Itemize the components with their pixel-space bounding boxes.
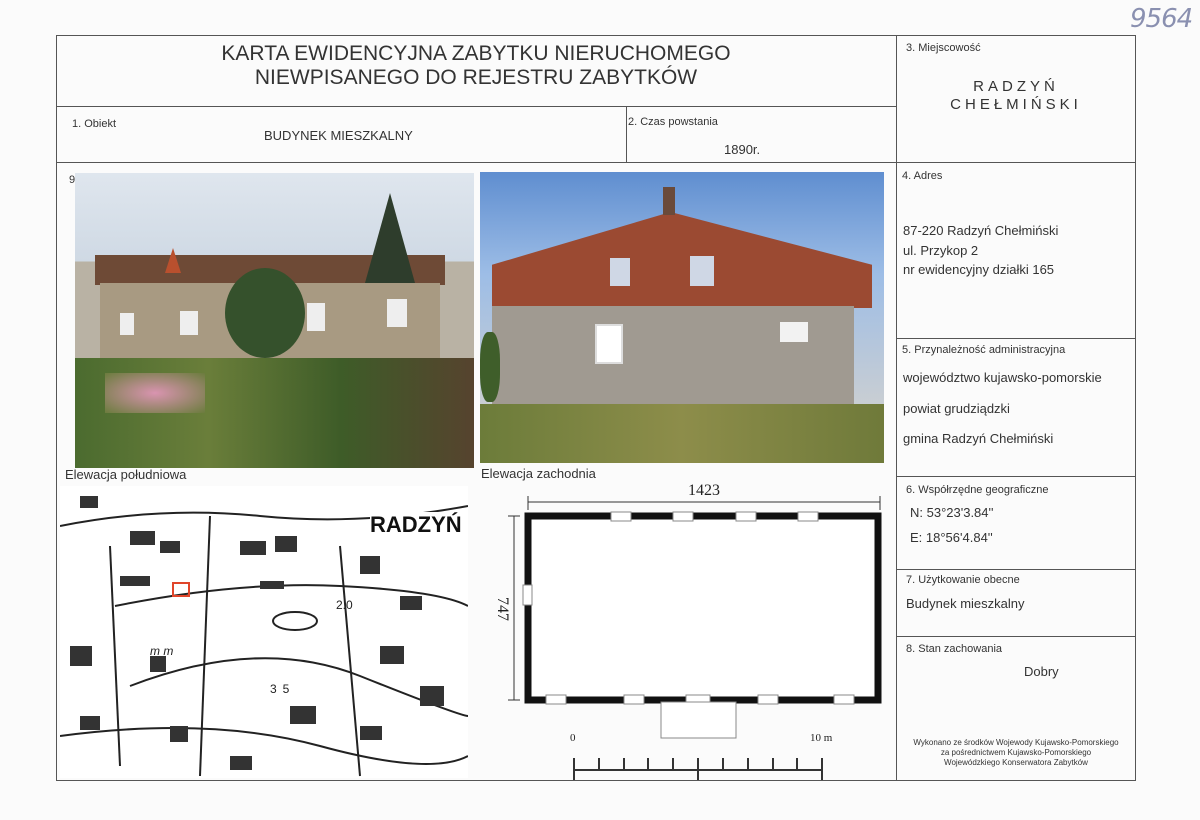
miejscowosc-label: 3. Miejscowość [906, 42, 981, 54]
credit-note [896, 738, 1136, 768]
coord-e: E: 18°56'4.84'' [910, 530, 993, 545]
obiekt-label: 1. Obiekt [72, 118, 117, 130]
credit-line2: za pośrednictwem Kujawsko-Pomorskiego [940, 748, 1092, 757]
adres-line3: nr ewidencyjny działki 165 [903, 262, 1055, 277]
scale-end: 10 m [810, 732, 833, 744]
miejscowosc-line1: RADZYŃ [973, 78, 1059, 95]
gmina: gmina Radzyń Chełmiński [903, 431, 1054, 446]
card-title-line2: NIEWPISANEGO DO REJESTRU ZABYTKÓW [254, 66, 698, 89]
caption-west: Elewacja zachodnia [481, 466, 596, 481]
uzytkowanie-label: 7. Użytkowanie obecne [906, 574, 1020, 586]
credit-line3: Wojewódzkiego Konserwatora Zabytków [944, 758, 1088, 767]
miejscowosc-line2: CHEŁMIŃSKI [950, 96, 1082, 113]
map-label-c: m m [150, 644, 174, 658]
handwritten-number: 9564 [1130, 4, 1193, 34]
section9-label: 9 [69, 174, 76, 186]
przynaleznosc-label: 5. Przynależność administracyjna [902, 344, 1066, 356]
floor-plan [494, 482, 888, 782]
plan-depth-label: 747 [494, 597, 511, 621]
caption-south: Elewacja południowa [65, 467, 187, 482]
adres-label: 4. Adres [902, 170, 943, 182]
scale-start: 0 [570, 732, 576, 744]
czas-value: 1890r. [724, 142, 761, 157]
map-town-label: RADZYŃ [370, 512, 462, 537]
obiekt-value: BUDYNEK MIESZKALNY [264, 128, 413, 143]
photo-west-elevation [480, 172, 884, 463]
adres-line1: 87-220 Radzyń Chełmiński [903, 223, 1059, 238]
adres-line2: ul. Przykop 2 [903, 243, 979, 258]
wojewodztwo: województwo kujawsko-pomorskie [903, 370, 1102, 385]
map-label-a: 2.0 [336, 598, 353, 612]
powiat: powiat grudziądzki [903, 401, 1010, 416]
credit-line1: Wykonano ze środków Wojewody Kujawsko-Pomorskiego [913, 738, 1119, 747]
stan-value: Dobry [1024, 664, 1059, 679]
coord-n: N: 53°23'3.84'' [910, 505, 994, 520]
plan-width-label: 1423 [688, 482, 720, 499]
location-map [60, 486, 468, 778]
czas-label: 2. Czas powstania [628, 116, 718, 128]
card-title-line1: KARTA EWIDENCYJNA ZABYTKU NIERUCHOMEGO [221, 42, 731, 65]
map-label-b: 35 [270, 682, 296, 696]
uzytkowanie-value: Budynek mieszkalny [906, 596, 1025, 611]
stan-label: 8. Stan zachowania [906, 643, 1003, 655]
photo-south-elevation [75, 173, 474, 468]
wspolrzedne-label: 6. Współrzędne geograficzne [906, 484, 1049, 496]
location-marker [172, 582, 190, 597]
